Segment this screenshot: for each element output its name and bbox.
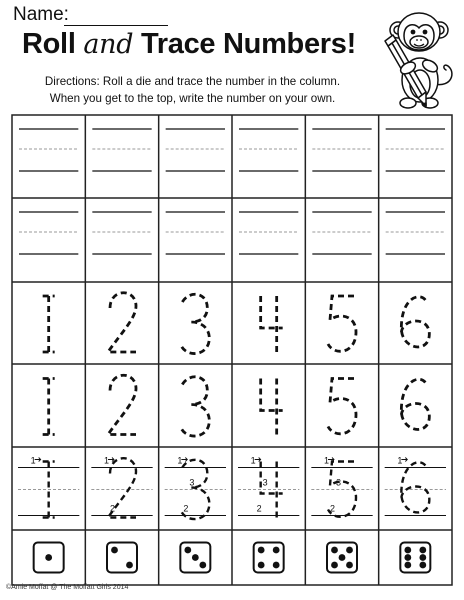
- writing-lines-cell[interactable]: [166, 212, 225, 254]
- writing-lines-cell[interactable]: [92, 212, 151, 254]
- die-pip: [184, 547, 191, 554]
- writing-lines-cell[interactable]: [92, 129, 151, 171]
- die-pip: [258, 562, 265, 569]
- directions-line-2: When you get to the top, write the number on your own.: [49, 92, 336, 105]
- trace-number-5[interactable]: [328, 379, 356, 434]
- trace-number-1[interactable]: [43, 379, 55, 435]
- title-part1: Roll: [22, 28, 84, 60]
- name-label: Name:: [13, 4, 69, 25]
- die-pip: [126, 562, 133, 569]
- dashed-digit-5: [328, 379, 356, 434]
- trace-number-4[interactable]: [261, 296, 283, 352]
- dashed-digit-5: [328, 296, 356, 351]
- trace-number-6[interactable]: [385, 456, 446, 516]
- trace-number-2[interactable]: [108, 293, 136, 352]
- die-face-2: [107, 543, 137, 573]
- die-pip: [45, 554, 52, 561]
- die-face-4: [254, 543, 284, 573]
- trace-grid: [11, 114, 453, 586]
- die-pip: [273, 547, 280, 554]
- die-pip: [339, 554, 346, 561]
- trace-number-5[interactable]: [328, 296, 356, 351]
- die-face-6: [400, 543, 430, 573]
- stroke-order-number: 3: [336, 477, 342, 488]
- trace-number-4[interactable]: [238, 456, 299, 518]
- stroke-order-number: 1: [104, 455, 110, 466]
- trace-number-6[interactable]: [401, 297, 429, 347]
- die-outline: [254, 543, 284, 573]
- trace-number-3[interactable]: [165, 456, 226, 520]
- trace-number-2[interactable]: [108, 375, 136, 434]
- page-title: [22, 28, 356, 61]
- die-pip: [419, 547, 426, 554]
- stroke-order-number: 3: [262, 477, 268, 488]
- die-face-1: [34, 543, 64, 573]
- die-pip: [419, 562, 426, 569]
- writing-lines-cell[interactable]: [239, 129, 298, 171]
- stroke-order-number: 3: [189, 477, 195, 488]
- dashed-digit-4: [261, 379, 283, 435]
- dashed-digit-1: [43, 296, 55, 352]
- dashed-digit-2: [108, 375, 136, 434]
- title-part2: Trace Numbers!: [133, 28, 356, 60]
- die-pip: [192, 554, 199, 561]
- die-pip: [404, 562, 411, 569]
- die-pip: [346, 562, 353, 569]
- die-outline: [107, 543, 137, 573]
- dashed-digit-3: [181, 294, 209, 353]
- dashed-digit-6: [401, 379, 429, 429]
- die-pip: [331, 547, 338, 554]
- dashed-digit-1: [43, 379, 55, 435]
- trace-number-3[interactable]: [181, 294, 209, 353]
- stroke-order-number: 1: [250, 455, 256, 466]
- trace-number-3[interactable]: [181, 377, 209, 436]
- dashed-digit-3: [181, 377, 209, 436]
- die-pip: [404, 554, 411, 561]
- stroke-order-number: 1: [397, 455, 403, 466]
- directions-line-1: Directions: Roll a die and trace the number in the column.: [44, 75, 341, 88]
- writing-lines-cell[interactable]: [312, 129, 371, 171]
- die-pip: [419, 554, 426, 561]
- die-pip: [258, 547, 265, 554]
- copyright-text: ©Amie Moffat @ The Moffatt Girls 2014: [6, 584, 129, 591]
- dashed-digit-4: [261, 296, 283, 352]
- stroke-order-number: 2: [256, 503, 262, 514]
- die-pip: [273, 562, 280, 569]
- writing-lines-cell[interactable]: [166, 129, 225, 171]
- writing-lines-cell[interactable]: [312, 212, 371, 254]
- stroke-order-number: 1: [324, 455, 330, 466]
- trace-number-1[interactable]: [18, 456, 79, 518]
- title-and: and: [83, 29, 134, 60]
- die-face-3: [180, 543, 210, 573]
- dashed-digit-2: [108, 293, 136, 352]
- die-pip: [111, 547, 118, 554]
- stroke-order-number: 2: [330, 503, 336, 514]
- die-pip: [199, 562, 206, 569]
- stroke-order-number: 1: [177, 455, 183, 466]
- trace-number-1[interactable]: [43, 296, 55, 352]
- trace-number-6[interactable]: [401, 379, 429, 429]
- stroke-order-number: 2: [110, 503, 116, 514]
- trace-number-4[interactable]: [261, 379, 283, 435]
- dashed-digit-6: [401, 297, 429, 347]
- monkey-with-pencil-icon: [382, 2, 460, 112]
- die-pip: [404, 547, 411, 554]
- name-write-line[interactable]: [64, 25, 168, 26]
- stroke-order-number: 2: [183, 503, 189, 514]
- writing-lines-cell[interactable]: [19, 212, 78, 254]
- dashed-digit-6: [401, 462, 429, 512]
- writing-lines-cell[interactable]: [19, 129, 78, 171]
- writing-lines-cell[interactable]: [239, 212, 298, 254]
- die-pip: [331, 562, 338, 569]
- stroke-order-number: 1: [30, 455, 36, 466]
- die-pip: [346, 547, 353, 554]
- writing-lines-cell[interactable]: [386, 129, 445, 171]
- trace-number-5[interactable]: [311, 456, 372, 517]
- writing-lines-cell[interactable]: [386, 212, 445, 254]
- trace-number-2[interactable]: [91, 456, 152, 518]
- die-face-5: [327, 543, 357, 573]
